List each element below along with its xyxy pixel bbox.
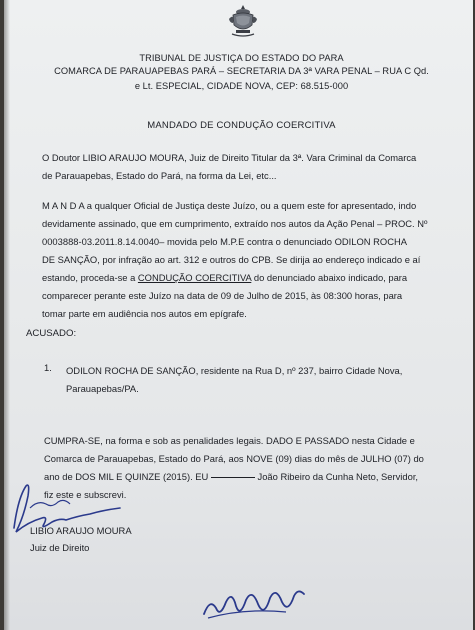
intro-line: de Parauapebas, Estado do Pará, na forma da Lei, etc... — [42, 170, 277, 181]
order-line: M A N D A a qualquer Oficial de Justiça deste Juízo, ou a quem este for apresentado, indo — [42, 200, 417, 211]
coercive-conduction-term: CONDUÇÃO COERCITIVA — [137, 272, 252, 283]
signer-role: Juiz de Direito — [30, 542, 90, 553]
defendant-line: Parauapebas/PA. — [66, 383, 139, 394]
order-line — [42, 269, 427, 287]
closing-text: João Ribeiro da Cunha Neto, Servidor, — [257, 471, 419, 482]
closing-line: CUMPRA-SE, na forma e sob as penalidades legais. DADO E PASSADO nesta Cidade e — [44, 435, 415, 446]
order-line: 0003888-03.2011.8.14.0040– movida pelo M.P.E contra o denunciado ODILON ROCHA — [42, 236, 407, 247]
intro-paragraph — [42, 149, 416, 185]
order-line: tomar parte em audiência nos autos em epígrafe. — [42, 308, 247, 319]
document-title: MANDADO DE CONDUÇÃO COERCITIVA — [147, 120, 336, 131]
signature-blank — [211, 477, 255, 478]
order-paragraph — [42, 197, 427, 323]
court-section: COMARCA DE PARAUAPEBAS PARÁ – SECRETARIA DA 3ª VARA PENAL – RUA C Qd. — [54, 66, 429, 76]
court-name: TRIBUNAL DE JUSTIÇA DO ESTADO DO PARA — [139, 53, 344, 63]
order-line: DE SANÇÃO, por infração ao art. 312 e outros do CPB. Se dirija ao endereço indicado e aí — [42, 254, 421, 265]
defendant-number: 1. — [44, 362, 52, 373]
closing-text: ano de DOS MIL E QUINZE (2015). EU — [44, 471, 209, 482]
closing-line: Comarca de Parauapebas, Estado do Pará, aos NOVE (09) dias do mês de JULHO (07) do — [44, 453, 424, 464]
accused-heading: ACUSADO: — [26, 328, 77, 339]
state-coat-of-arms-icon — [228, 3, 258, 37]
closing-line: fiz este e subscrevi. — [44, 489, 127, 500]
order-text: estando, proceda-se a — [42, 272, 138, 283]
order-line: comparecer perante este Juízo na data de 09 de Julho de 2015, às 08:300 horas, para — [42, 290, 403, 301]
intro-line: O Doutor LIBIO ARAUJO MOURA, Juiz de Direito Titular da 3ª. Vara Criminal da Comarca — [42, 152, 417, 163]
defendant-line: ODILON ROCHA DE SANÇÃO, residente na Rua D, nº 237, bairro Cidade Nova, — [66, 365, 403, 376]
clerk-signature — [194, 578, 314, 626]
court-address: e Lt. ESPECIAL, CIDADE NOVA, CEP: 68.515-000 — [134, 81, 349, 91]
order-line: devidamente assinado, que em cumprimento, extraído nos autos da Ação Penal – PROC. Nº — [42, 218, 428, 229]
order-text: do denunciado abaixo indicado, para — [251, 272, 408, 283]
defendant-entry — [66, 362, 402, 398]
document-page — [4, 0, 473, 630]
signer-name: LIBIO ARAUJO MOURA — [30, 525, 132, 536]
